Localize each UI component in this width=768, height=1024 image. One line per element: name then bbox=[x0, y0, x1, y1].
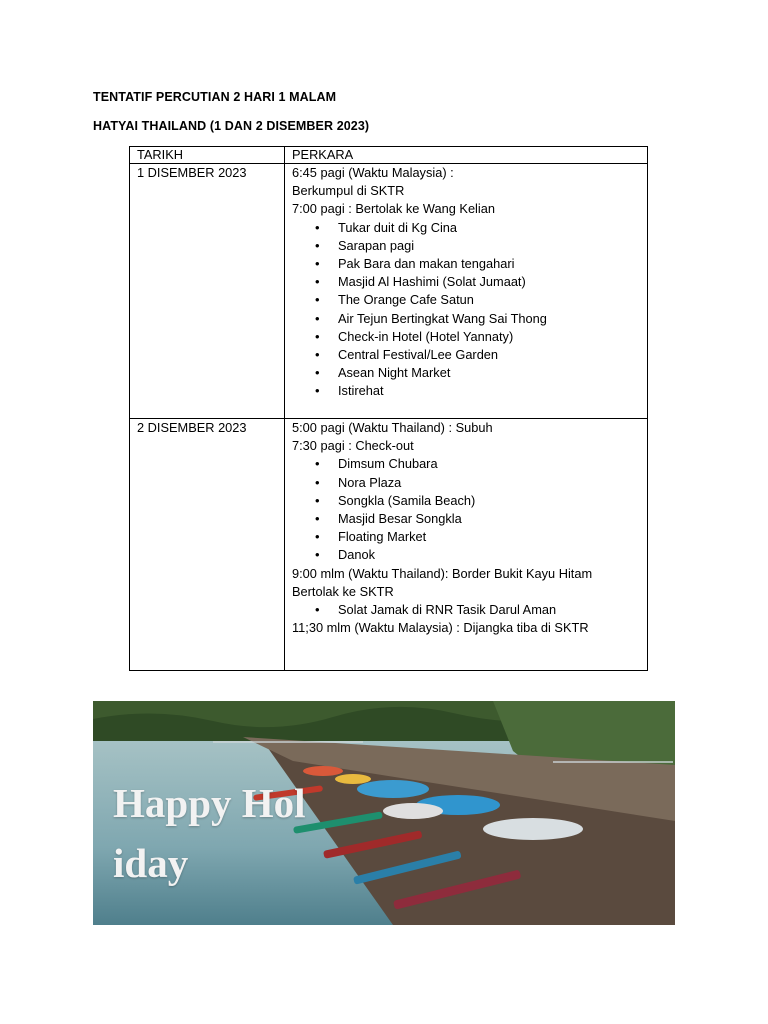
day1-line-3: 7:00 pagi : Bertolak ke Wang Kelian bbox=[292, 201, 495, 217]
list-item: • Pak Bara dan makan tengahari bbox=[292, 255, 643, 273]
list-item: • Tukar duit di Kg Cina bbox=[292, 219, 643, 237]
happy-holiday-text: Happy Holiday bbox=[113, 780, 306, 886]
day2-bullet-list-2 bbox=[292, 601, 643, 619]
itinerary-table bbox=[129, 146, 648, 671]
list-item: • Air Tejun Bertingkat Wang Sai Thong bbox=[292, 310, 643, 328]
list-item: • Solat Jamak di RNR Tasik Darul Aman bbox=[292, 601, 643, 619]
day2-bullet-list bbox=[292, 455, 643, 564]
list-item: • Dimsum Chubara bbox=[292, 455, 643, 473]
list-item: • Sarapan pagi bbox=[292, 237, 643, 255]
table-row-day2 bbox=[130, 419, 648, 671]
list-item: • Danok bbox=[292, 546, 643, 564]
day1-line-1: 6:45 pagi (Waktu Malaysia) : bbox=[292, 165, 454, 180]
list-item: • Istirehat bbox=[292, 382, 643, 400]
list-item: • The Orange Cafe Satun bbox=[292, 291, 643, 309]
list-item: • Asean Night Market bbox=[292, 364, 643, 382]
day1-date: 1 DISEMBER 2023 bbox=[130, 164, 285, 419]
day2-line-2: 7:30 pagi : Check-out bbox=[292, 438, 414, 454]
day1-activities bbox=[285, 164, 648, 419]
floating-market-photo bbox=[93, 701, 675, 925]
header-perkara: PERKARA bbox=[285, 147, 648, 164]
document-title: TENTATIF PERCUTIAN 2 HARI 1 MALAM bbox=[93, 90, 337, 104]
table-header-row bbox=[130, 147, 648, 164]
day2-line-5: 11;30 mlm (Waktu Malaysia) : Dijangka tiba di SKTR bbox=[292, 620, 589, 636]
list-item: • Nora Plaza bbox=[292, 474, 643, 492]
day2-activities bbox=[285, 419, 648, 671]
day1-line-2: Berkumpul di SKTR bbox=[292, 183, 405, 199]
list-item: • Check-in Hotel (Hotel Yannaty) bbox=[292, 328, 643, 346]
day2-line-3: 9:00 mlm (Waktu Thailand): Border Bukit Kayu Hitam bbox=[292, 565, 593, 581]
day2-line-1: 5:00 pagi (Waktu Thailand) : Subuh bbox=[292, 420, 493, 435]
list-item: • Central Festival/Lee Garden bbox=[292, 346, 643, 364]
document-subtitle: HATYAI THAILAND (1 DAN 2 DISEMBER 2023) bbox=[93, 119, 370, 133]
table-row-day1 bbox=[130, 164, 648, 419]
list-item: • Songkla (Samila Beach) bbox=[292, 492, 643, 510]
list-item: • Floating Market bbox=[292, 528, 643, 546]
day1-bullet-list bbox=[292, 219, 643, 401]
header-tarikh: TARIKH bbox=[130, 147, 285, 164]
day2-date: 2 DISEMBER 2023 bbox=[130, 419, 285, 671]
list-item: • Masjid Besar Songkla bbox=[292, 510, 643, 528]
list-item: • Masjid Al Hashimi (Solat Jumaat) bbox=[292, 273, 643, 291]
day2-line-4: Bertolak ke SKTR bbox=[292, 583, 394, 599]
